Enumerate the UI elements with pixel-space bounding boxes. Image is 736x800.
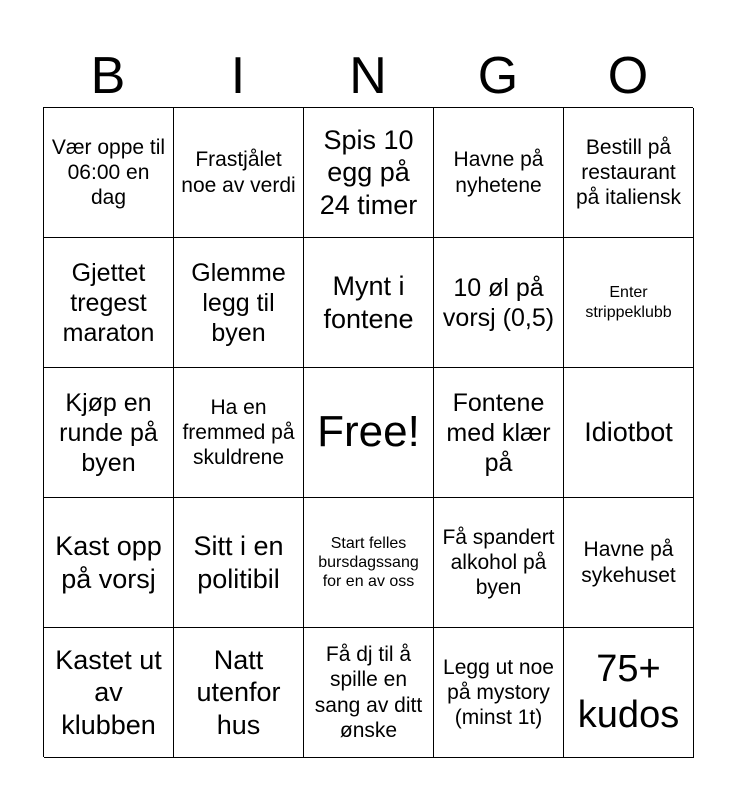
cell-text: Sitt i en politibil	[193, 531, 284, 594]
bingo-cell-r1c4[interactable]	[434, 108, 564, 238]
cell-text: Kast opp på vorsj	[55, 531, 162, 594]
cell-text: Spis 10 egg på 24 timer	[319, 124, 418, 220]
bingo-cell-free[interactable]	[304, 368, 434, 498]
header-letter-b: B	[90, 47, 126, 105]
bingo-cell-r3c4[interactable]	[434, 368, 564, 498]
header-letter-i: I	[230, 47, 246, 105]
bingo-cell-r4c3[interactable]	[304, 498, 434, 628]
bingo-header	[43, 44, 693, 108]
header-letter-g: G	[477, 47, 519, 105]
cell-text: Enter strippeklubb	[585, 284, 672, 321]
bingo-cell-r2c4[interactable]	[434, 238, 564, 368]
cell-text: Vær oppe til 06:00 en dag	[51, 135, 166, 210]
cell-text: Få spandert alkohol på byen	[442, 525, 555, 600]
cell-text: Havne på nyhetene	[453, 148, 544, 197]
bingo-cell-r2c5[interactable]	[564, 238, 694, 368]
cell-text: 75+ kudos	[577, 647, 680, 736]
cell-text: Start felles bursdagssang for en av oss	[318, 534, 419, 591]
cell-text: Mynt i fontene	[323, 271, 414, 334]
cell-text: Bestill på restaurant på italiensk	[575, 135, 682, 210]
bingo-cell-r2c2[interactable]	[174, 238, 304, 368]
bingo-cell-r1c2[interactable]	[174, 108, 304, 238]
bingo-cell-r4c5[interactable]	[564, 498, 694, 628]
bingo-cell-r2c1[interactable]	[44, 238, 174, 368]
cell-text: Free!	[317, 407, 420, 457]
bingo-cell-r4c2[interactable]	[174, 498, 304, 628]
header-letter-n: N	[349, 47, 387, 105]
cell-text: Glemme legg til byen	[191, 258, 286, 347]
bingo-cell-r2c3[interactable]	[304, 238, 434, 368]
cell-text: Få dj til å spille en sang av ditt ønske	[314, 643, 423, 742]
cell-text: Natt utenfor hus	[196, 644, 281, 740]
cell-text: Ha en fremmed på skuldrene	[182, 395, 295, 470]
cell-text: Idiotbot	[584, 417, 673, 448]
cell-text: Kjøp en runde på byen	[59, 388, 158, 477]
bingo-cell-r5c1[interactable]	[44, 628, 174, 758]
bingo-cell-r3c2[interactable]	[174, 368, 304, 498]
bingo-cell-r1c3[interactable]	[304, 108, 434, 238]
bingo-cell-r1c1[interactable]	[44, 108, 174, 238]
cell-text: Legg ut noe på mystory (minst 1t)	[443, 655, 554, 730]
bingo-cell-r5c4[interactable]	[434, 628, 564, 758]
cell-text: Frastjålet noe av verdi	[181, 148, 296, 197]
bingo-cell-r1c5[interactable]	[564, 108, 694, 238]
cell-text: Fontene med klær på	[446, 388, 551, 477]
cell-text: Gjettet tregest maraton	[62, 258, 155, 347]
bingo-cell-r4c4[interactable]	[434, 498, 564, 628]
bingo-cell-r4c1[interactable]	[44, 498, 174, 628]
cell-text: Kastet ut av klubben	[55, 644, 162, 740]
bingo-cell-r5c3[interactable]	[304, 628, 434, 758]
bingo-cell-r5c5[interactable]	[564, 628, 694, 758]
bingo-cell-r3c1[interactable]	[44, 368, 174, 498]
bingo-cell-r5c2[interactable]	[174, 628, 304, 758]
bingo-grid	[43, 107, 693, 757]
cell-text: 10 øl på vorsj (0,5)	[442, 273, 555, 332]
cell-text: Havne på sykehuset	[581, 538, 676, 587]
bingo-cell-r3c5[interactable]	[564, 368, 694, 498]
header-letter-o: O	[607, 47, 649, 105]
